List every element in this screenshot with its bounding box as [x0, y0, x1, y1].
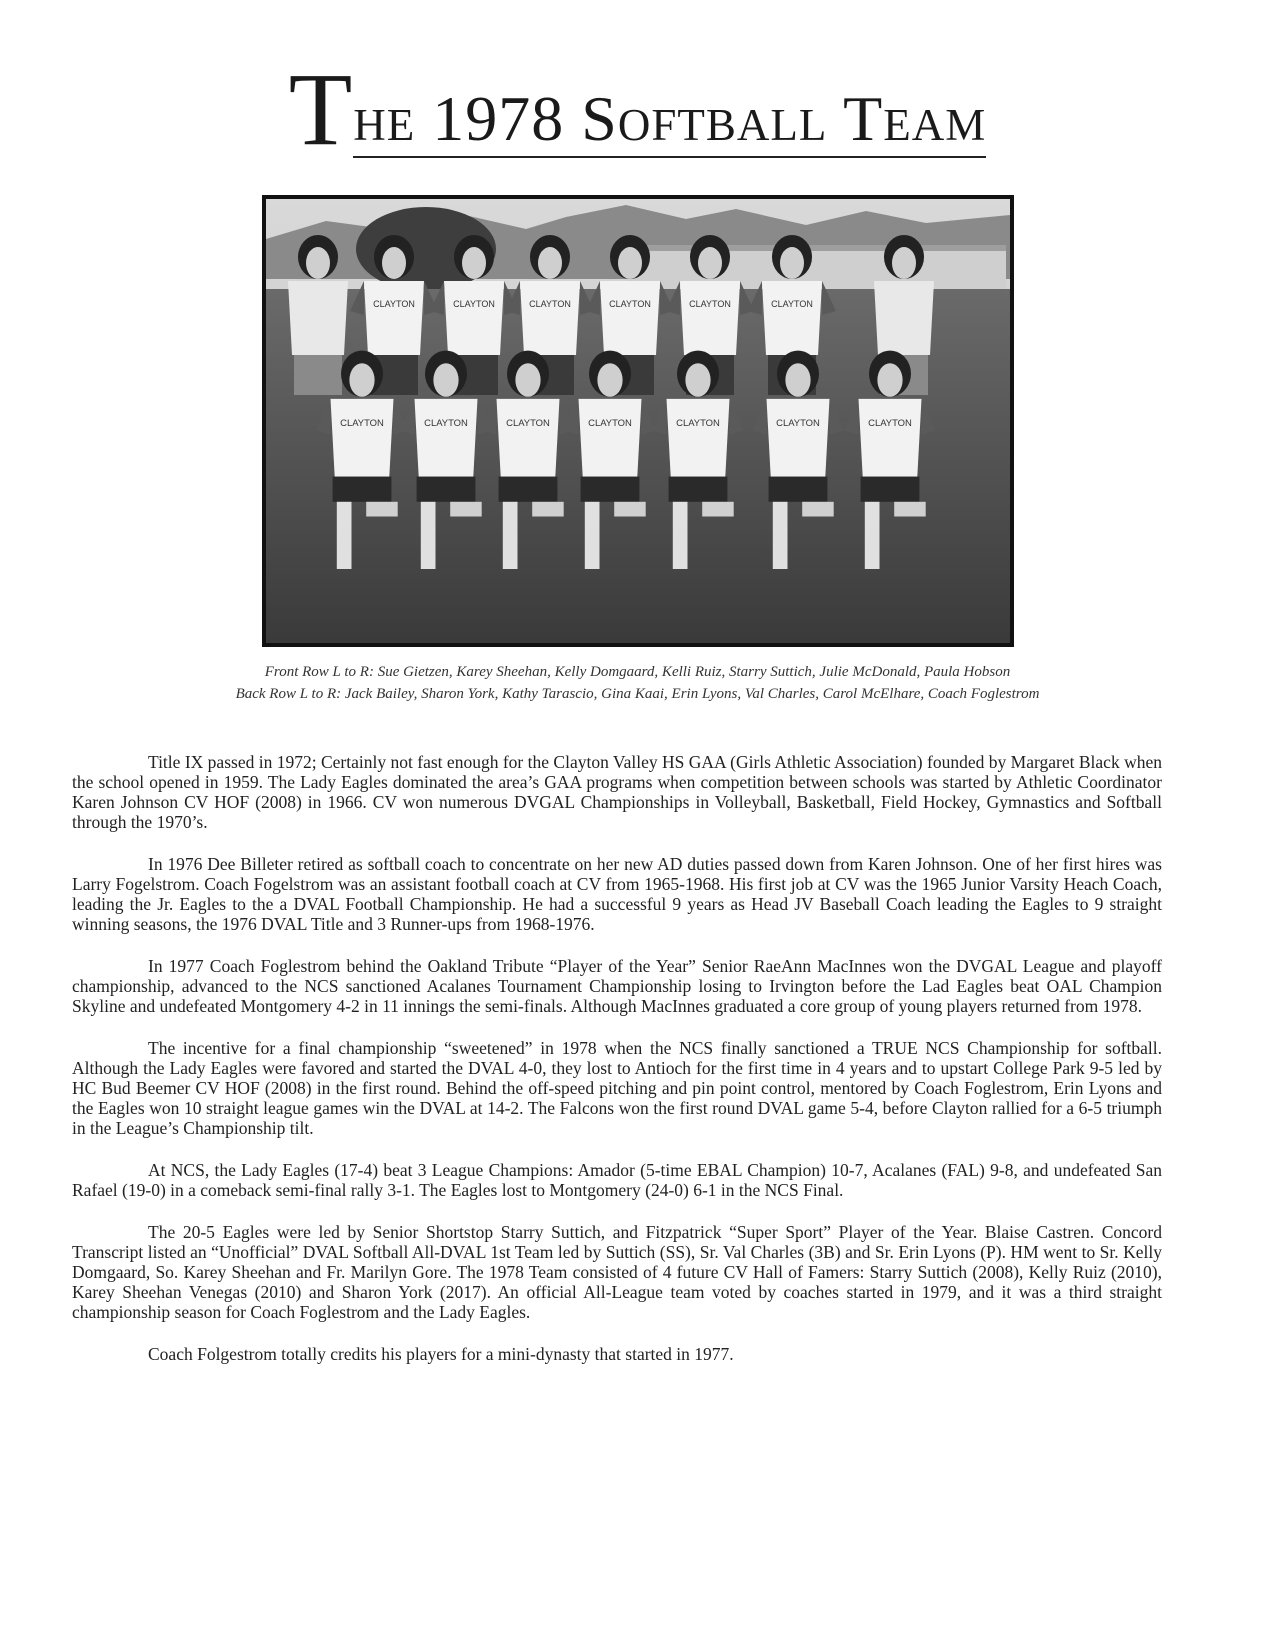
paragraph: In 1976 Dee Billeter retired as softball coach to concentrate on her new AD duties passed down from Karen Johnson. One of her first hires was Larry Fogelstrom. Coach Fogelstrom was an assistant football coach at CV from 1965-1968. His first job at CV was the 1965 Junior Varsity Heach Coach, leading the Jr. Eagles to the a DVAL Football Championship. He had a successful 9 years as Head JV Baseball Coach leading the Eagles to 9 straight winning seasons, the 1976 DVAL Title and 3 Runner-ups from 1968-1976. — [72, 854, 1162, 934]
paragraph: In 1977 Coach Foglestrom behind the Oakland Tribute “Player of the Year” Senior RaeAnn MacInnes won the DVGAL League and playoff championship, advanced to the NCS sanctioned Acalanes Tournament Championship losing to Irvington before the Lad Eagles beat OAL Champion Skyline and undefeated Montgomery 4-2 in 11 innings the semi-finals. Although MacInnes graduated a core group of young players returned from 1978. — [72, 956, 1162, 1016]
jersey-lettering: CLAYTON — [609, 299, 651, 309]
paragraph: The incentive for a final championship “sweetened” in 1978 when the NCS finally sanctioned a TRUE NCS Championship for softball. Although the Lady Eagles were favored and started the DVAL 4-0, they lost to Antioch for the first time in 4 years and to upstart College Park 9-5 led by HC Bud Beemer CV HOF (2008) in the first round. Behind the off-speed pitching and pin point control, mentored by Coach Foglestrom, Erin Lyons and the Eagles won 10 straight league games win the DVAL at 14-2. The Falcons won the first round DVAL game 5-4, before Clayton rallied for a 6-5 triumph in the League’s Championship tilt. — [72, 1038, 1162, 1138]
jersey-lettering: CLAYTON — [373, 299, 415, 309]
caption-back-row: Back Row L to R: Jack Bailey, Sharon York, Kathy Tarascio, Gina Kaai, Erin Lyons, Val Charles, Carol McElhare, Coach Foglestrom — [235, 686, 1040, 702]
jersey-lettering: CLAYTON — [676, 418, 720, 430]
jersey-lettering: CLAYTON — [689, 299, 731, 309]
jersey-lettering: CLAYTON — [506, 418, 550, 430]
page-title — [288, 52, 987, 167]
jersey-lettering: CLAYTON — [776, 418, 820, 430]
jersey-lettering: CLAYTON — [529, 299, 571, 309]
paragraph: At NCS, the Lady Eagles (17-4) beat 3 League Champions: Amador (5-time EBAL Champion) 10-7, Acalanes (FAL) 9-8, and undefeated San Rafael (19-0) in a comeback semi-final rally 3-1. The Eagles lost to Montgomery (24-0) 6-1 in the NCS Final. — [72, 1160, 1162, 1200]
page-title-block — [0, 52, 1275, 167]
paragraph: Coach Folgestrom totally credits his players for a mini-dynasty that started in 1977. — [148, 1344, 734, 1364]
article-body — [72, 752, 1162, 1386]
caption-front-row: Front Row L to R: Sue Gietzen, Karey Sheehan, Kelly Domgaard, Kelli Ruiz, Starry Suttich, Julie McDonald, Paula Hobson — [264, 664, 1011, 680]
jersey-lettering: CLAYTON — [340, 418, 384, 430]
paragraph: The 20-5 Eagles were led by Senior Shortstop Starry Suttich, and Fitzpatrick “Super Sport” Player of the Year. Blaise Castren. Concord Transcript listed an “Unofficial” DVAL Softball All-DVAL 1st Team led by Suttich (SS), Sr. Val Charles (3B) and Sr. Erin Lyons (P). HM went to Sr. Kelly Domgaard, So. Karey Sheehan and Fr. Marilyn Gore. The 1978 Team consisted of 4 future CV Hall of Famers: Starry Suttich (2008), Kelly Ruiz (2010), Karey Sheehan Venegas (2010) and Sharon York (2017). An official All-League team voted by coaches started in 1979, and it was a third straight championship season for Coach Foglestrom and the Lady Eagles. — [72, 1222, 1162, 1322]
team-photo-illustration — [266, 199, 1010, 643]
jersey-lettering: CLAYTON — [771, 299, 813, 309]
title-initial: T — [288, 52, 354, 167]
paragraph: Title IX passed in 1972; Certainly not fast enough for the Clayton Valley HS GAA (Girls Athletic Association) founded by Margaret Black when the school opened in 1959. The Lady Eagles dominated the area’s GAA programs when competition between schools was started by Athletic Coordinator Karen Johnson CV HOF (2008) in 1966. CV won numerous DVGAL Championships in Volleyball, Basketball, Field Hockey, Gymnastics and Softball through the 1970’s. — [72, 752, 1162, 832]
team-photo — [262, 195, 1014, 647]
jersey-lettering: CLAYTON — [588, 418, 632, 430]
title-text: he 1978 Softball Team — [353, 83, 986, 158]
jersey-lettering: CLAYTON — [424, 418, 468, 430]
jersey-lettering: CLAYTON — [453, 299, 495, 309]
jersey-lettering: CLAYTON — [868, 418, 912, 430]
